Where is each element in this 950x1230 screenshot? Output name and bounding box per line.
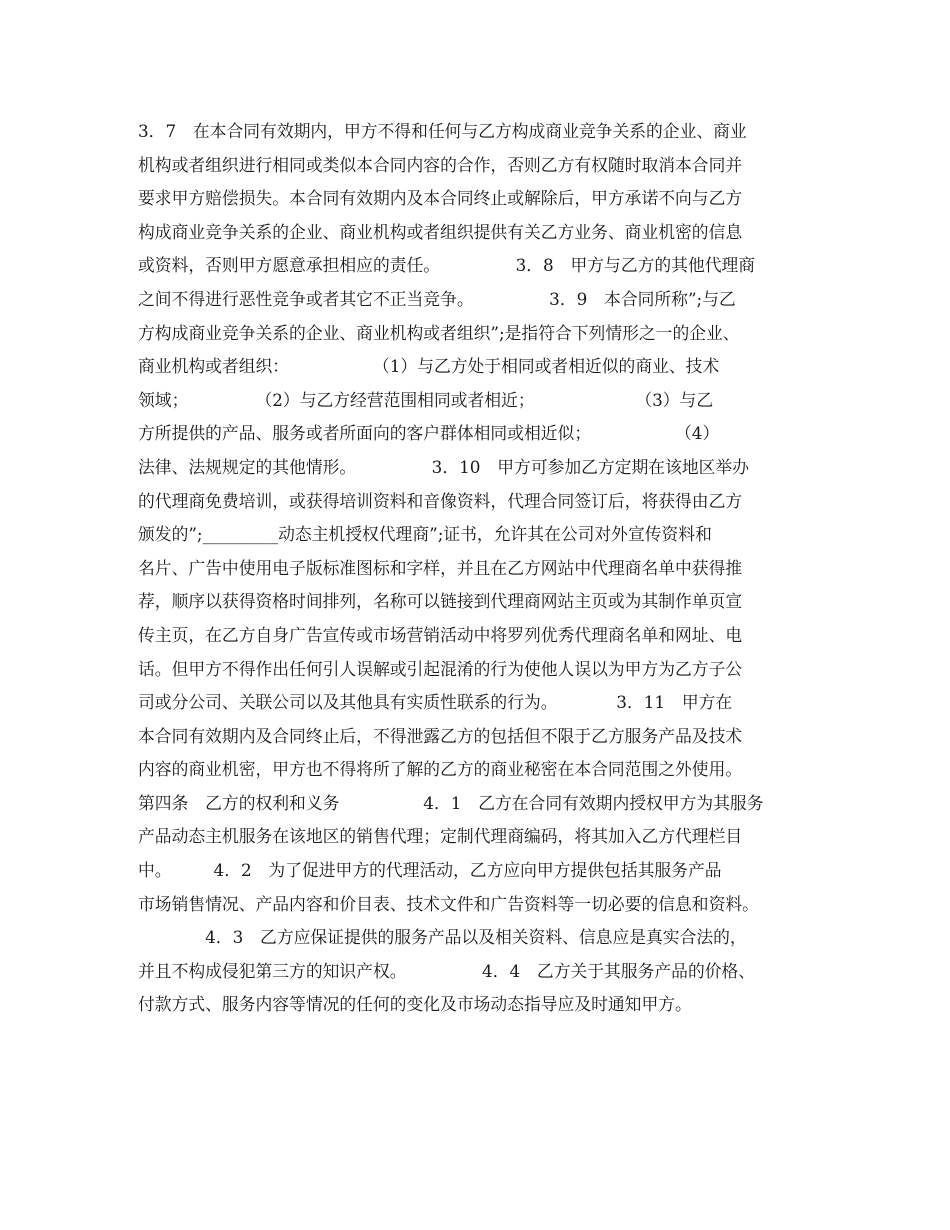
text-line: 第四条 乙方的权利和义务 4．1 乙方在合同有效期内授权甲方为其服务 — [138, 792, 764, 813]
text-line: 话。但甲方不得作出任何引人误解或引起混淆的行为使他人误以为甲方为乙方子公 — [138, 658, 743, 679]
text-line: 领域； （2）与乙方经营范围相同或者相近； （3）与乙 — [138, 389, 714, 410]
contract-text — [138, 115, 818, 1022]
text-line: 商业机构或者组织： （1）与乙方处于相同或者相近似的商业、技术 — [138, 356, 720, 377]
text-line: 方所提供的产品、服务或者所面向的客户群体相同或相近似； （4） — [138, 423, 720, 444]
text-line: 付款方式、服务内容等情况的任何的变化及市场动态指导应及时通知甲方。 — [138, 994, 692, 1015]
text-line: 内容的商业机密，甲方也不得将所了解的乙方的商业秘密在本合同范围之外使用。 — [138, 759, 743, 780]
text-line: 机构或者组织进行相同或类似本合同内容的合作，否则乙方有权随时取消本合同并 — [138, 154, 743, 175]
text-line: 名片、广告中使用电子版标准图标和字样，并且在乙方网站中代理商名单中获得推 — [138, 557, 743, 578]
text-line: 产品动态主机服务在该地区的销售代理；定制代理商编码，将其加入乙方代理栏目 — [138, 826, 743, 847]
text-line: 司或分公司、关联公司以及其他具有实质性联系的行为。 3．11 甲方在 — [138, 692, 733, 713]
text-line: 3．7 在本合同有效期内，甲方不得和任何与乙方构成商业竞争关系的企业、商业 — [138, 121, 747, 141]
text-line: 要求甲方赔偿损失。本合同有效期内及本合同终止或解除后，甲方承诺不向与乙方 — [138, 188, 743, 209]
text-line: 或资料，否则甲方愿意承担相应的责任。 3．8 甲方与乙方的其他代理商 — [138, 255, 756, 276]
text-line: 4．3 乙方应保证提供的服务产品以及相关资料、信息应是真实合法的， — [138, 927, 747, 948]
text-line: 并且不构成侵犯第三方的知识产权。 4．4 乙方关于其服务产品的价格、 — [138, 960, 756, 981]
text-line: 的代理商免费培训，或获得培训资料和音像资料，代理合同签订后，将获得由乙方 — [138, 490, 743, 511]
text-line: 法律、法规规定的其他情形。 3．10 甲方可参加乙方定期在该地区举办 — [138, 456, 749, 477]
text-line: 之间不得进行恶性竞争或者其它不正当竞争。 3．9 本合同所称”;与乙 — [138, 288, 736, 309]
text-line: 颁发的”;_________动态主机授权代理商”;证书，允许其在公司对外宣传资料和 — [138, 524, 712, 545]
text-line: 传主页，在乙方自身广告宣传或市场营销活动中将罗列优秀代理商名单和网址、电 — [138, 624, 743, 645]
text-line: 构成商业竞争关系的企业、商业机构或者组织提供有关乙方业务、商业机密的信息 — [138, 221, 743, 242]
text-line: 方构成商业竞争关系的企业、商业机构或者组织”;是指符合下列情形之一的企业、 — [138, 322, 740, 343]
text-line: 中。 4．2 为了促进甲方的代理活动，乙方应向甲方提供包括其服务产品 — [138, 860, 722, 881]
text-line: 市场销售情况、产品内容和价目表、技术文件和广告资料等一切必要的信息和资料。 — [138, 893, 759, 914]
text-line: 荐，顺序以获得资格时间排列，名称可以链接到代理商网站主页或为其制作单页宣 — [138, 591, 743, 612]
text-line: 本合同有效期内及合同终止后，不得泄露乙方的包括但不限于乙方服务产品及技术 — [138, 725, 743, 746]
